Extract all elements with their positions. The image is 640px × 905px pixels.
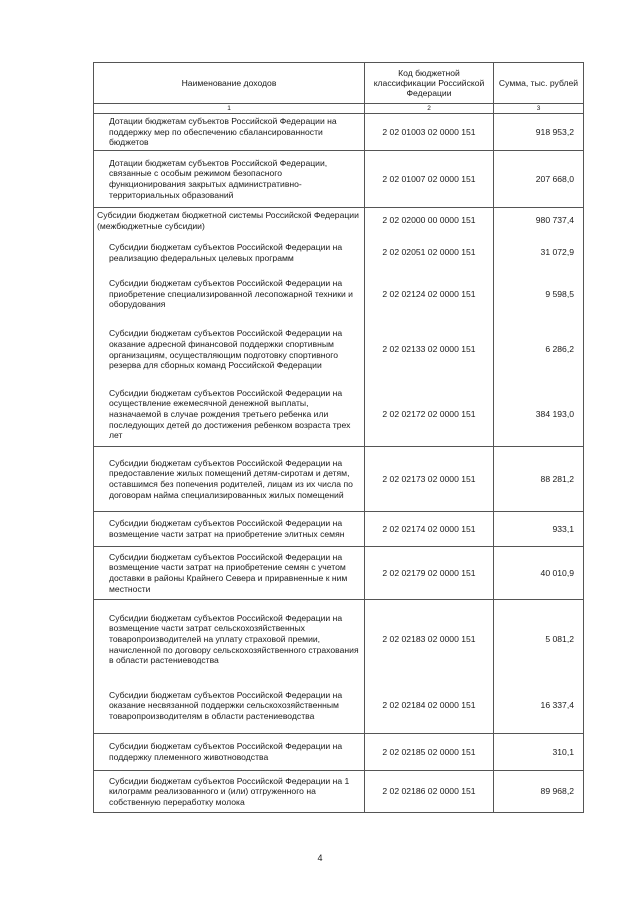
table-row xyxy=(94,383,584,447)
row-name: Субсидии бюджетам субъектов Российской Федерации на возмещение части затрат на приобретение элитных семян xyxy=(94,512,365,547)
row-sum: 31 072,9 xyxy=(494,234,584,272)
row-code: 2 02 02185 02 0000 151 xyxy=(365,734,494,771)
table-row xyxy=(94,447,584,512)
row-name: Субсидии бюджетам субъектов Российской Федерации на возмещение части затрат сельскохозяйственных товаропроизводителей на уплату страховой премии, начисленной по договору сельскохозяйственного страхования в области растениеводства xyxy=(94,600,365,679)
row-code: 2 02 02183 02 0000 151 xyxy=(365,600,494,679)
row-sum: 384 193,0 xyxy=(494,383,584,447)
row-code: 2 02 02173 02 0000 151 xyxy=(365,447,494,512)
row-name: Дотации бюджетам субъектов Российской Федерации на поддержку мер по обеспечению сбалансированности бюджетов xyxy=(94,114,365,151)
column-number-row xyxy=(94,104,584,114)
row-code: 2 02 02133 02 0000 151 xyxy=(365,317,494,383)
row-sum: 40 010,9 xyxy=(494,547,584,600)
revenue-table xyxy=(93,62,584,813)
table-row xyxy=(94,317,584,383)
table-row xyxy=(94,151,584,208)
row-sum: 207 668,0 xyxy=(494,151,584,208)
row-name: Субсидии бюджетам субъектов Российской Федерации на возмещение части затрат на приобретение семян с учетом доставки в районы Крайнего Севера и приравненные к ним местности xyxy=(94,547,365,600)
table-row xyxy=(94,272,584,317)
row-sum: 933,1 xyxy=(494,512,584,547)
row-name: Субсидии бюджетам бюджетной системы Российской Федерации (межбюджетные субсидии) xyxy=(94,208,365,234)
column-number: 2 xyxy=(365,104,494,114)
table-row xyxy=(94,679,584,734)
table-row xyxy=(94,208,584,234)
row-code: 2 02 01007 02 0000 151 xyxy=(365,151,494,208)
row-sum: 918 953,2 xyxy=(494,114,584,151)
row-name: Субсидии бюджетам субъектов Российской Федерации на оказание адресной финансовой поддержки спортивным организациям, осуществляющим подготовку спортивного резерва для сборных команд Российской Федерации xyxy=(94,317,365,383)
column-number: 1 xyxy=(94,104,365,114)
column-number: 3 xyxy=(494,104,584,114)
row-name: Дотации бюджетам субъектов Российской Федерации, связанные с особым режимом безопасного функционирования закрытых административно-территориальных образований xyxy=(94,151,365,208)
row-name: Субсидии бюджетам субъектов Российской Федерации на предоставление жилых помещений детям-сиротам и детям, оставшимся без попечения родителей, лицам из их числа по договорам найма специализированных жилых помещений xyxy=(94,447,365,512)
row-sum: 980 737,4 xyxy=(494,208,584,234)
row-sum: 89 968,2 xyxy=(494,771,584,813)
row-code: 2 02 01003 02 0000 151 xyxy=(365,114,494,151)
row-sum: 310,1 xyxy=(494,734,584,771)
row-name: Субсидии бюджетам субъектов Российской Федерации на оказание несвязанной поддержки сельскохозяйственным товаропроизводителям в области растениеводства xyxy=(94,679,365,734)
row-name: Субсидии бюджетам субъектов Российской Федерации на осуществление ежемесячной денежной выплаты, назначаемой в случае рождения третьего ребенка или последующих детей до достижения ребенком возраста трех лет xyxy=(94,383,365,447)
row-code: 2 02 02051 02 0000 151 xyxy=(365,234,494,272)
row-code: 2 02 02186 02 0000 151 xyxy=(365,771,494,813)
table-row xyxy=(94,771,584,813)
row-code: 2 02 02184 02 0000 151 xyxy=(365,679,494,734)
header-name: Наименование доходов xyxy=(94,63,365,104)
table-header-row xyxy=(94,63,584,104)
row-code: 2 02 02124 02 0000 151 xyxy=(365,272,494,317)
table-row xyxy=(94,512,584,547)
row-sum: 88 281,2 xyxy=(494,447,584,512)
row-sum: 6 286,2 xyxy=(494,317,584,383)
table-row xyxy=(94,547,584,600)
row-code: 2 02 02179 02 0000 151 xyxy=(365,547,494,600)
row-name: Субсидии бюджетам субъектов Российской Федерации на реализацию федеральных целевых программ xyxy=(94,234,365,272)
row-sum: 5 081,2 xyxy=(494,600,584,679)
page-number: 4 xyxy=(317,853,323,863)
header-sum: Сумма, тыс. рублей xyxy=(494,63,584,104)
row-name: Субсидии бюджетам субъектов Российской Федерации на приобретение специализированной лесопожарной техники и оборудования xyxy=(94,272,365,317)
row-code: 2 02 02174 02 0000 151 xyxy=(365,512,494,547)
row-code: 2 02 02172 02 0000 151 xyxy=(365,383,494,447)
table-row xyxy=(94,234,584,272)
table-row xyxy=(94,734,584,771)
row-name: Субсидии бюджетам субъектов Российской Федерации на 1 килограмм реализованного и (или) отгруженного на собственную переработку молока xyxy=(94,771,365,813)
header-code: Код бюджетной классификации Российской Федерации xyxy=(365,63,494,104)
row-sum: 9 598,5 xyxy=(494,272,584,317)
row-name: Субсидии бюджетам субъектов Российской Федерации на поддержку племенного животноводства xyxy=(94,734,365,771)
row-code: 2 02 02000 00 0000 151 xyxy=(365,208,494,234)
table-row xyxy=(94,600,584,679)
row-sum: 16 337,4 xyxy=(494,679,584,734)
table-row xyxy=(94,114,584,151)
